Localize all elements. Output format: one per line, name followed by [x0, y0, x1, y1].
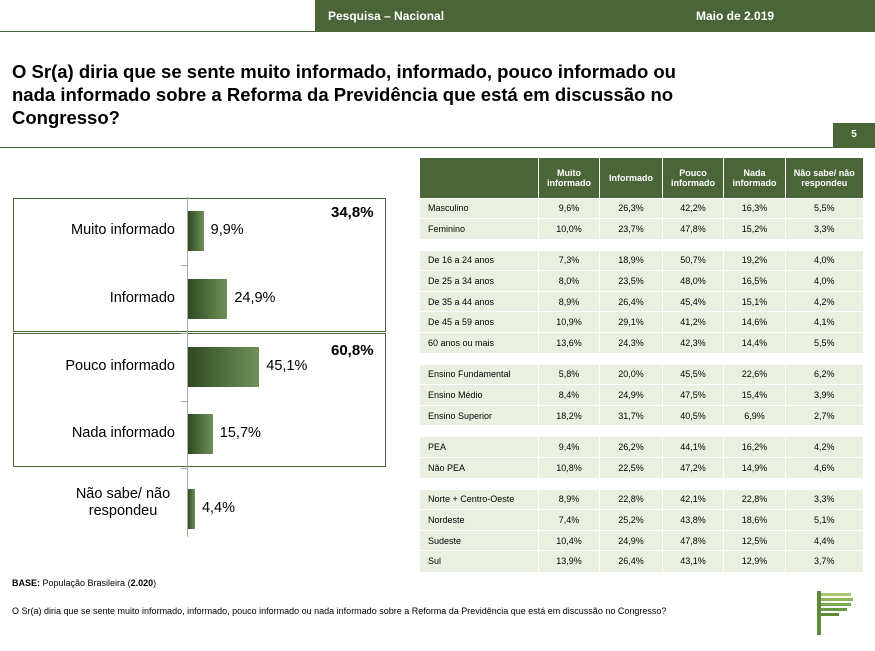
row-label: Sudeste	[420, 530, 539, 551]
table-cell: 47,5%	[663, 385, 724, 406]
table-row	[420, 458, 863, 479]
table-cell: 16,5%	[724, 271, 786, 292]
base-note	[12, 578, 156, 588]
table-cell: 14,6%	[724, 312, 786, 333]
table-cell: 26,3%	[600, 198, 663, 219]
table-row	[420, 489, 863, 510]
title-divider	[0, 147, 875, 148]
data-label: 24,9%	[234, 290, 276, 306]
axis-tick	[181, 468, 187, 469]
row-label: Masculino	[420, 198, 539, 219]
table-cell: 7,4%	[539, 510, 600, 531]
table-body	[420, 198, 863, 572]
data-label: 4,4%	[201, 500, 235, 516]
row-label: Ensino Médio	[420, 385, 539, 406]
table-cell: 31,7%	[600, 405, 663, 426]
table-cell: 3,3%	[786, 219, 863, 240]
table-cell: 45,5%	[663, 364, 724, 385]
table-cell: 25,2%	[600, 510, 663, 531]
table-cell: 8,9%	[539, 291, 600, 312]
table-cell: 14,9%	[724, 458, 786, 479]
bar	[188, 489, 195, 529]
table-cell: 43,8%	[663, 510, 724, 531]
table-row	[420, 364, 863, 385]
row-label: Norte + Centro-Oeste	[420, 489, 539, 510]
table-cell: 8,9%	[539, 489, 600, 510]
table-cell: 3,7%	[786, 551, 863, 572]
table-cell: 44,1%	[663, 437, 724, 458]
row-label: Ensino Superior	[420, 405, 539, 426]
row-label: Sul	[420, 551, 539, 572]
table-row	[420, 510, 863, 531]
axis-tick	[181, 401, 187, 402]
table-cell: 45,4%	[663, 291, 724, 312]
table-group-gap	[420, 353, 863, 364]
row-label: Feminino	[420, 219, 539, 240]
category-label: Muito informado	[71, 222, 175, 238]
row-label: De 45 a 59 anos	[420, 312, 539, 333]
data-label: 45,1%	[266, 358, 308, 374]
survey-date: Maio de 2.019	[696, 9, 775, 23]
table-cell: 22,5%	[600, 458, 663, 479]
table-cell: 19,2%	[724, 250, 786, 271]
table-cell: 14,4%	[724, 333, 786, 354]
table-cell: 15,4%	[724, 385, 786, 406]
bar	[188, 414, 213, 454]
table-cell: 12,5%	[724, 530, 786, 551]
table-cell: 10,8%	[539, 458, 600, 479]
table-row	[420, 291, 863, 312]
table-row	[420, 405, 863, 426]
table-cell: 50,7%	[663, 250, 724, 271]
table-group-gap	[420, 426, 863, 437]
bar	[188, 347, 259, 387]
table-cell: 5,5%	[786, 333, 863, 354]
bar	[188, 279, 227, 319]
table-cell: 15,1%	[724, 291, 786, 312]
table-cell: 3,3%	[786, 489, 863, 510]
table-row	[420, 437, 863, 458]
table-cell: 4,6%	[786, 458, 863, 479]
category-label: Informado	[109, 290, 175, 306]
table-cell: 40,5%	[663, 405, 724, 426]
table-cell: 26,2%	[600, 437, 663, 458]
table-cell: 20,0%	[600, 364, 663, 385]
row-label: De 25 a 34 anos	[420, 271, 539, 292]
base-count: 2.020	[130, 578, 154, 588]
table-cell: 9,4%	[539, 437, 600, 458]
base-close: )	[153, 578, 157, 588]
table-cell: 18,9%	[600, 250, 663, 271]
row-label: De 16 a 24 anos	[420, 250, 539, 271]
axis-tick	[181, 265, 187, 266]
table-cell: 5,8%	[539, 364, 600, 385]
survey-label: Pesquisa – Nacional	[328, 9, 445, 23]
table-cell: 5,1%	[786, 510, 863, 531]
table-cell: 42,1%	[663, 489, 724, 510]
header-divider	[0, 31, 875, 32]
column-header: Muito informado	[539, 158, 600, 198]
bar	[188, 211, 204, 251]
page-number: 5	[833, 123, 875, 147]
table-row	[420, 198, 863, 219]
table-cell: 23,5%	[600, 271, 663, 292]
table-cell: 8,4%	[539, 385, 600, 406]
axis-tick	[181, 333, 187, 334]
table-cell: 41,2%	[663, 312, 724, 333]
row-label: Ensino Fundamental	[420, 364, 539, 385]
table-cell: 47,8%	[663, 530, 724, 551]
table-row	[420, 333, 863, 354]
table-cell: 13,9%	[539, 551, 600, 572]
row-label: Nordeste	[420, 510, 539, 531]
category-label: Pouco informado	[65, 358, 175, 374]
page-title: O Sr(a) diria que se sente muito informado, informado, pouco informado ou nada informado sobre a Reforma da Previdência que está em discussão no Congresso?	[12, 61, 676, 128]
row-label: De 35 a 44 anos	[420, 291, 539, 312]
table-cell: 2,7%	[786, 405, 863, 426]
column-header: Pouco informado	[663, 158, 724, 198]
informed-group-total: 34,8%	[331, 204, 374, 221]
table-cell: 48,0%	[663, 271, 724, 292]
footer-question: O Sr(a) diria que se sente muito informado, informado, pouco informado ou nada informado sobre a Reforma da Previdência que está em discussão no Congresso?	[12, 606, 667, 616]
table-row	[420, 530, 863, 551]
base-text: População Brasileira (	[40, 578, 131, 588]
table-row	[420, 312, 863, 333]
table-cell: 4,4%	[786, 530, 863, 551]
table-cell: 6,9%	[724, 405, 786, 426]
table-cell: 18,2%	[539, 405, 600, 426]
table-cell: 22,8%	[724, 489, 786, 510]
table-cell: 18,6%	[724, 510, 786, 531]
category-label: Nada informado	[71, 425, 175, 441]
crosstab-table	[419, 158, 863, 572]
table-cell: 47,2%	[663, 458, 724, 479]
table-cell: 12,9%	[724, 551, 786, 572]
column-header	[420, 158, 539, 198]
table-cell: 4,0%	[786, 271, 863, 292]
table-cell: 29,1%	[600, 312, 663, 333]
table-group-gap	[420, 239, 863, 250]
table-cell: 23,7%	[600, 219, 663, 240]
uninformed-group-total: 60,8%	[331, 342, 374, 359]
table-cell: 22,6%	[724, 364, 786, 385]
table-cell: 42,2%	[663, 198, 724, 219]
table-cell: 26,4%	[600, 551, 663, 572]
header-bar	[315, 0, 875, 31]
column-header: Não sabe/ não respondeu	[786, 158, 863, 198]
table-cell: 4,0%	[786, 250, 863, 271]
table-row	[420, 385, 863, 406]
column-header: Informado	[600, 158, 663, 198]
table-row	[420, 219, 863, 240]
table-cell: 6,2%	[786, 364, 863, 385]
row-label: 60 anos ou mais	[420, 333, 539, 354]
table-cell: 47,8%	[663, 219, 724, 240]
table-cell: 3,9%	[786, 385, 863, 406]
table-cell: 8,0%	[539, 271, 600, 292]
table-cell: 7,3%	[539, 250, 600, 271]
table-row	[420, 250, 863, 271]
table-cell: 42,3%	[663, 333, 724, 354]
table-header-row	[420, 158, 863, 198]
table-row	[420, 271, 863, 292]
row-label: PEA	[420, 437, 539, 458]
table-cell: 26,4%	[600, 291, 663, 312]
table-cell: 15,2%	[724, 219, 786, 240]
row-label: Não PEA	[420, 458, 539, 479]
brand-logo	[817, 591, 853, 635]
table-cell: 10,0%	[539, 219, 600, 240]
table-cell: 43,1%	[663, 551, 724, 572]
table-cell: 10,9%	[539, 312, 600, 333]
table-cell: 22,8%	[600, 489, 663, 510]
base-label: BASE:	[12, 578, 41, 588]
table-group-gap	[420, 478, 863, 489]
data-label: 15,7%	[219, 425, 261, 441]
table-cell: 5,5%	[786, 198, 863, 219]
table-cell: 16,2%	[724, 437, 786, 458]
table-cell: 24,9%	[600, 385, 663, 406]
category-label: Não sabe/ não respondeu	[75, 486, 171, 519]
table-cell: 4,1%	[786, 312, 863, 333]
table-cell: 10,4%	[539, 530, 600, 551]
table-cell: 24,9%	[600, 530, 663, 551]
data-label: 9,9%	[210, 222, 244, 238]
table-row	[420, 551, 863, 572]
table-cell: 4,2%	[786, 437, 863, 458]
table-cell: 24,3%	[600, 333, 663, 354]
table-cell: 4,2%	[786, 291, 863, 312]
table-cell: 16,3%	[724, 198, 786, 219]
column-header: Nada informado	[724, 158, 786, 198]
table-cell: 9,6%	[539, 198, 600, 219]
table-cell: 13,6%	[539, 333, 600, 354]
